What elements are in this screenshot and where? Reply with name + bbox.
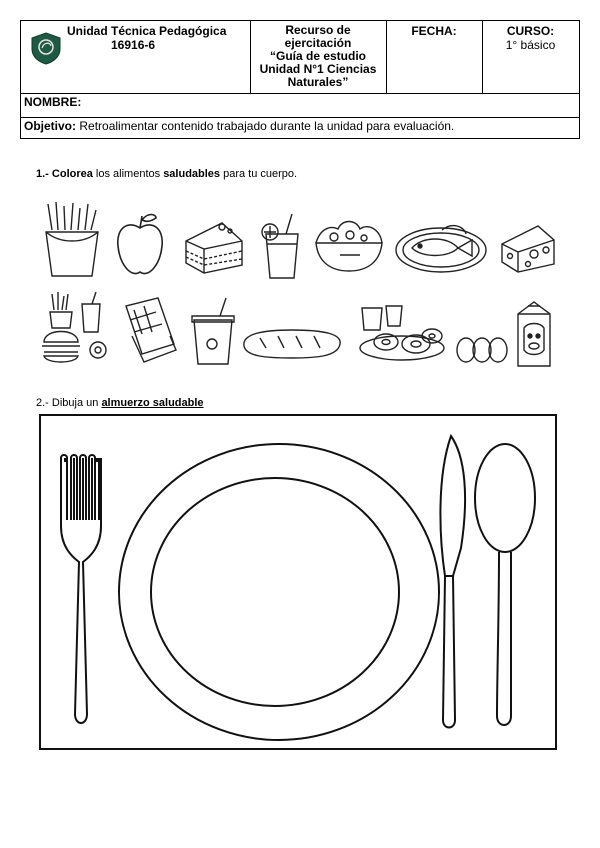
divider [21,117,579,118]
instruction-verb: Colorea [51,168,93,180]
school-code: 16916-6 [111,38,156,52]
donuts-icon[interactable] [356,298,448,364]
fast-food-icon[interactable] [38,290,112,368]
resource-line: “Guía de estudio [269,49,366,63]
resource-line: Naturales” [287,75,349,89]
french-fries-icon[interactable] [38,200,106,280]
yogurt-icon[interactable] [190,296,236,368]
plate-icon [119,444,439,740]
question-2-prompt [36,397,204,409]
course-value: 1° básico [505,38,556,52]
eggs-icon[interactable] [454,334,510,364]
fish-plate-icon[interactable] [392,216,490,276]
salad-icon[interactable] [310,215,388,273]
divider [21,93,579,94]
name-label: NOMBRE: [24,95,82,109]
apple-icon[interactable] [112,210,168,280]
header-table [20,20,580,139]
school-name: Unidad Técnica Pedagógica [67,24,227,38]
instruction-text: para tu cuerpo. [220,168,298,180]
drawing-area[interactable] [39,414,557,750]
bread-icon[interactable] [238,326,344,362]
cake-icon[interactable] [180,215,246,275]
date-cell [386,21,482,93]
spoon-icon [475,444,535,725]
course-cell [482,21,579,93]
place-setting [41,416,555,748]
school-logo-icon [29,31,63,65]
instruction-text: los alimentos [92,168,164,180]
milk-icon[interactable] [510,300,558,368]
name-field[interactable] [24,95,81,109]
resource-line: Recurso de [285,23,351,37]
resource-line: ejercitación [284,36,352,50]
instruction-text: Dibuja un [48,397,102,409]
objective-label: Objetivo: [24,119,77,133]
school-cell [21,21,250,93]
fork-icon [61,455,101,723]
juice-icon[interactable] [256,210,306,282]
objective-row [24,119,454,133]
cheese-icon[interactable] [498,222,558,274]
chocolate-icon[interactable] [120,296,180,364]
instruction-keyword: saludables [163,168,221,180]
question-1-prompt [36,168,297,180]
instruction-keyword: almuerzo saludable [101,397,204,409]
question-number: 1.- [36,168,49,180]
question-number: 2.- [36,397,49,409]
date-label: FECHA: [411,24,457,38]
course-label: CURSO: [506,24,555,38]
resource-cell [250,21,386,93]
objective-text: Retroalimentar contenido trabajado durante la unidad para evaluación. [76,119,455,133]
knife-icon [440,436,465,728]
resource-line: Unidad N°1 Ciencias [259,62,377,76]
